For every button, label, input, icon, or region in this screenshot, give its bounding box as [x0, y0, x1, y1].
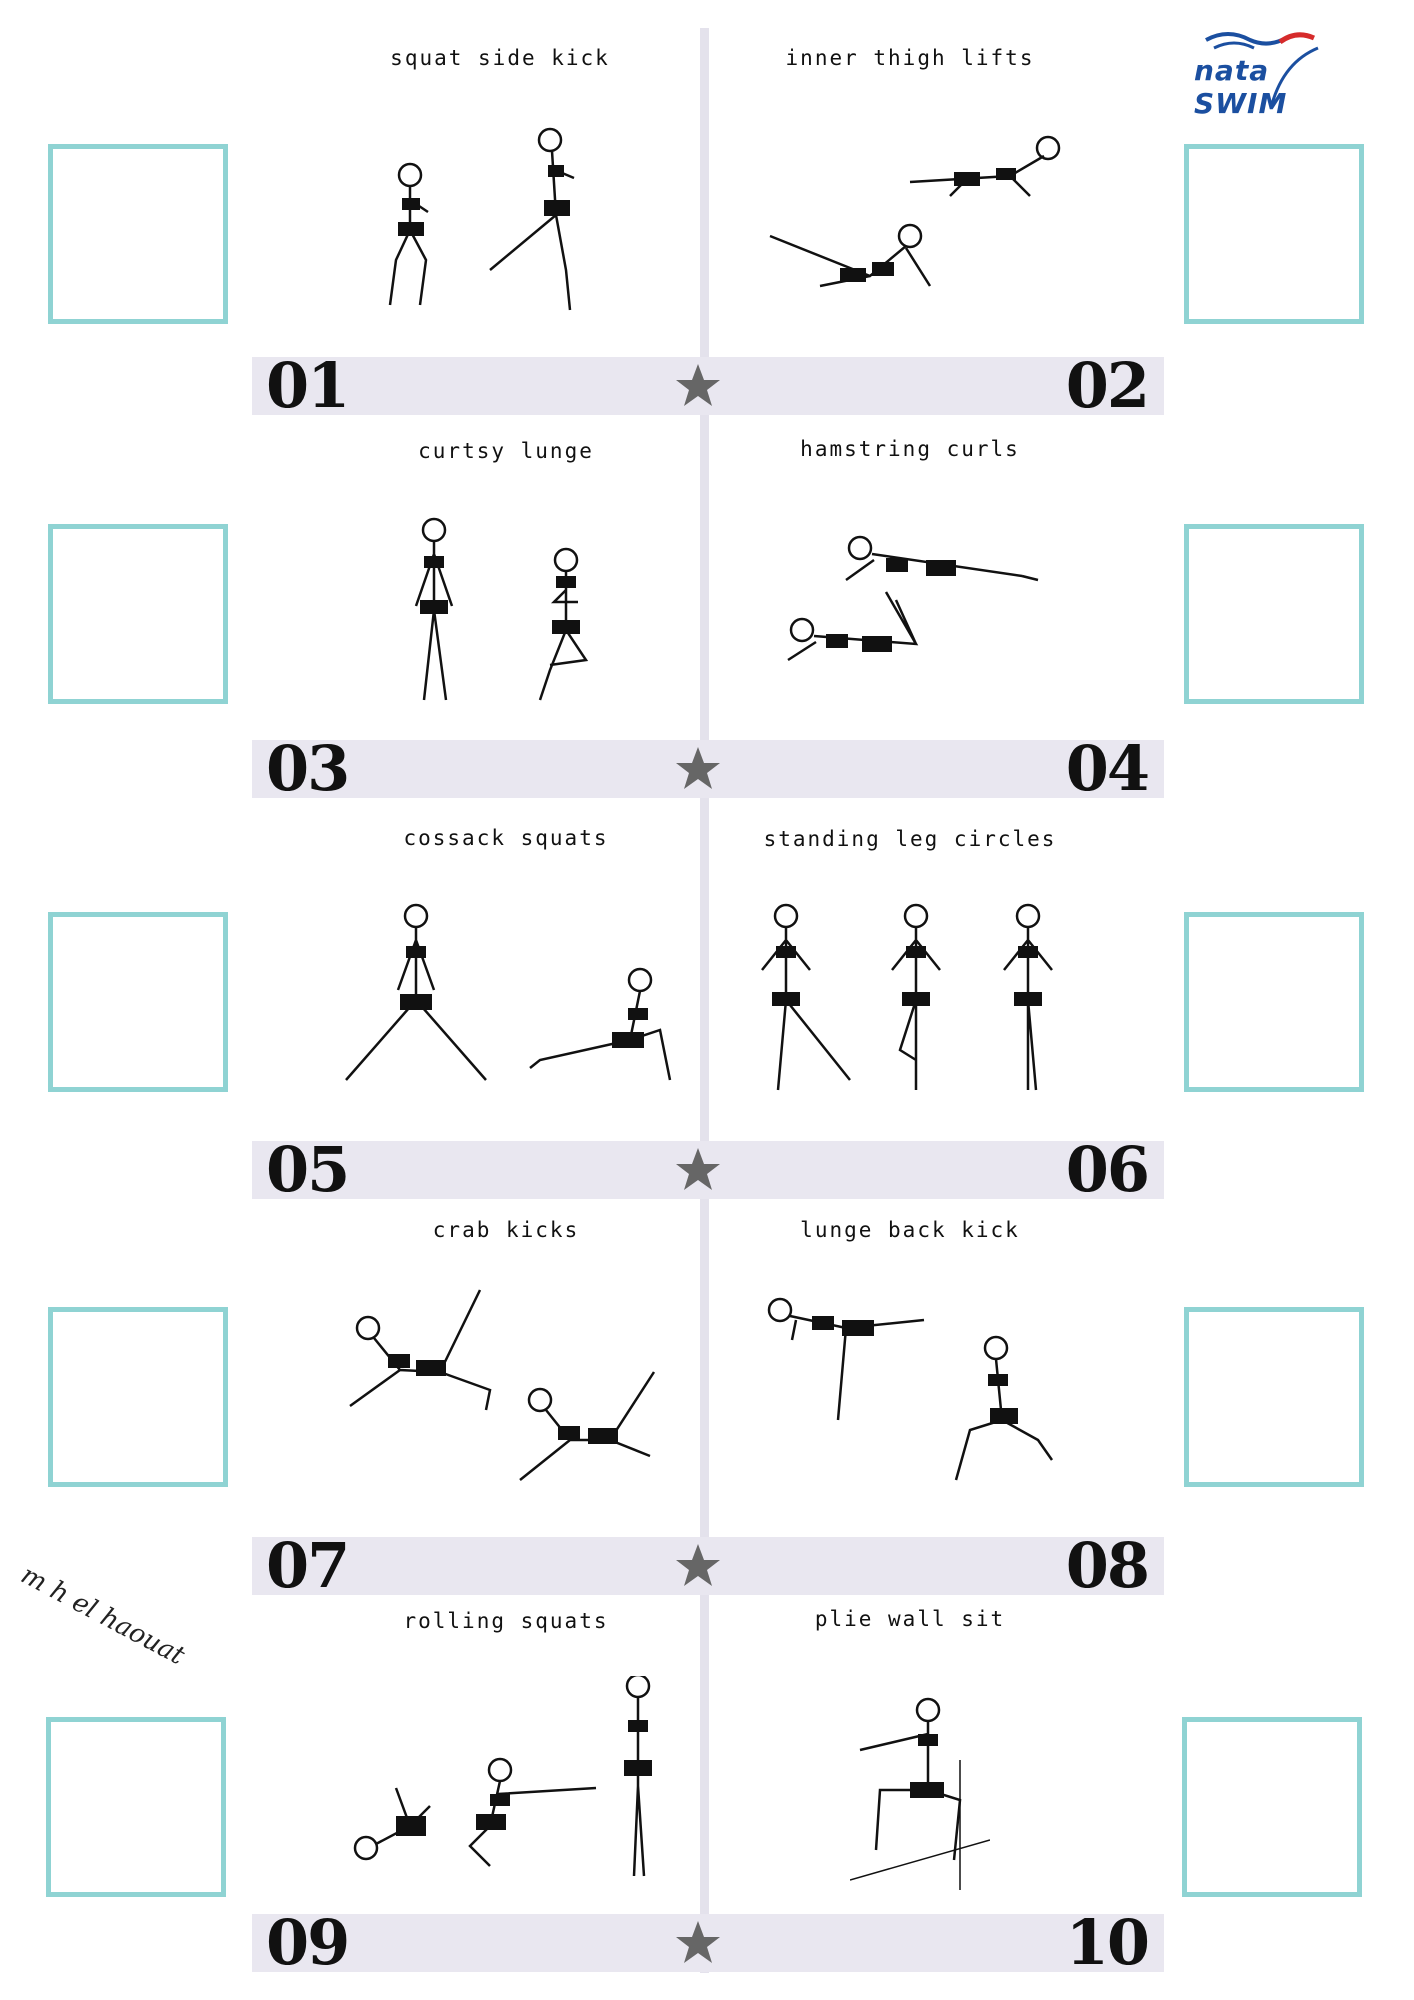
illustration-lunge-back-kick	[756, 1290, 1076, 1490]
illustration-crab-kicks	[340, 1280, 670, 1500]
exercise-number-02: 02	[1065, 349, 1148, 422]
checkbox-exercise-10[interactable]	[1182, 1717, 1362, 1897]
natswim-logo	[1188, 26, 1366, 120]
exercise-title-05: cossack squats	[403, 826, 609, 850]
illustration-plie-wall-sit	[850, 1690, 990, 1890]
exercise-title-10: plie wall sit	[814, 1607, 1006, 1631]
star-icon	[674, 362, 722, 410]
exercise-number-03: 03	[266, 732, 349, 805]
exercise-number-07: 07	[266, 1529, 349, 1602]
checkbox-exercise-08[interactable]	[1184, 1307, 1364, 1487]
exercise-number-08: 08	[1065, 1529, 1148, 1602]
checkbox-exercise-07[interactable]	[48, 1307, 228, 1487]
exercise-title-07: crab kicks	[432, 1218, 580, 1242]
checkbox-exercise-01[interactable]	[48, 144, 228, 324]
center-divider	[700, 28, 709, 1973]
exercise-title-04: hamstring curls	[800, 437, 1020, 461]
checkbox-exercise-06[interactable]	[1184, 912, 1364, 1092]
illustration-standing-leg-circles	[740, 900, 1070, 1110]
number-band-03-04	[252, 732, 1164, 805]
number-band-01-02	[252, 349, 1164, 422]
exercise-number-09: 09	[266, 1906, 349, 1979]
star-icon	[674, 1919, 722, 1967]
exercise-title-06: standing leg circles	[763, 827, 1057, 851]
star-icon	[674, 1146, 722, 1194]
exercise-number-04: 04	[1065, 732, 1148, 805]
illustration-cossack-squats	[340, 900, 680, 1110]
illustration-rolling-squats	[340, 1676, 670, 1886]
number-band-05-06	[252, 1133, 1164, 1206]
exercise-title-09: rolling squats	[403, 1609, 609, 1633]
illustration-squat-side-kick	[360, 120, 640, 330]
exercise-title-01: squat side kick	[390, 46, 610, 70]
checkbox-exercise-05[interactable]	[48, 912, 228, 1092]
number-band-07-08	[252, 1529, 1164, 1602]
exercise-number-01: 01	[266, 349, 349, 422]
exercise-title-08: lunge back kick	[800, 1218, 1020, 1242]
illustration-hamstring-curls	[776, 530, 1056, 690]
checkbox-exercise-03[interactable]	[48, 524, 228, 704]
checkbox-exercise-04[interactable]	[1184, 524, 1364, 704]
logo-text: nata SWIM	[1194, 54, 1288, 120]
checkbox-exercise-02[interactable]	[1184, 144, 1364, 324]
star-icon	[674, 745, 722, 793]
illustration-inner-thigh-lifts	[760, 126, 1080, 326]
exercise-number-06: 06	[1065, 1133, 1148, 1206]
illustration-curtsy-lunge	[390, 510, 610, 710]
number-band-09-10	[252, 1906, 1164, 1979]
exercise-title-02: inner thigh lifts	[785, 46, 1035, 70]
exercise-number-05: 05	[266, 1133, 349, 1206]
star-icon	[674, 1542, 722, 1590]
signature: m h el haouat	[15, 1560, 190, 1672]
checkbox-exercise-09[interactable]	[46, 1717, 226, 1897]
exercise-title-03: curtsy lunge	[418, 439, 594, 463]
exercise-number-10: 10	[1065, 1906, 1148, 1979]
